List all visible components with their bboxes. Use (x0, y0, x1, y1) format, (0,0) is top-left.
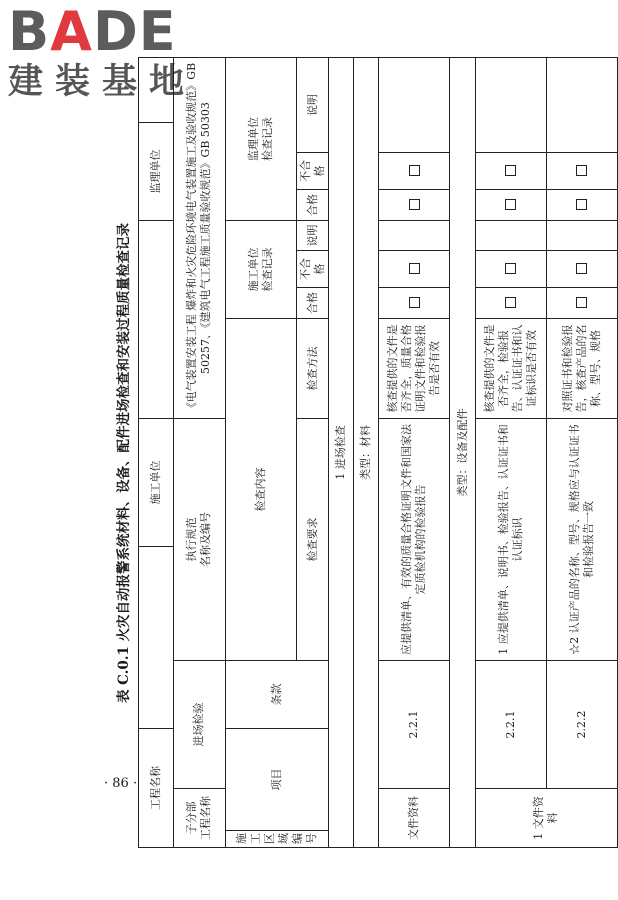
section-type-materials: 类型：材料 (354, 58, 379, 848)
logo-chinese: 建装基地 (8, 62, 197, 102)
supervision-unit-value (139, 58, 174, 123)
sup-record-line-2: 检查记录 (261, 117, 275, 161)
sup-note-label: 说明 (297, 58, 328, 153)
row-1-sup-pass (379, 190, 450, 221)
row-2-cons-note (475, 221, 546, 251)
construction-unit-label: 施工单位 (139, 419, 174, 547)
rotated-page (113, 62, 618, 848)
row-2-method: 核查提供的文件是否齐全，检验报告、认证证书和认证标识是否有效 (475, 319, 546, 419)
section-row-equipment (450, 58, 475, 848)
clause-label: 条款 (226, 661, 328, 729)
project-name-label: 工程名称 (139, 729, 174, 848)
area-no-line-2: 区域 (263, 833, 290, 844)
checkbox[interactable] (576, 298, 587, 309)
row-2-cons-fail (475, 251, 546, 288)
row-1-sup-fail (379, 153, 450, 190)
checkbox[interactable] (576, 200, 587, 211)
checkbox[interactable] (409, 166, 420, 177)
header-row-division (173, 58, 226, 848)
checkbox[interactable] (505, 200, 516, 211)
cons-record-line-1: 施工单位 (247, 247, 261, 292)
row-2-sup-note (475, 58, 546, 153)
checkbox[interactable] (409, 264, 420, 275)
exec-standard-line-2: 名称及编号 (199, 512, 213, 567)
logo-wordmark: BADE (8, 0, 177, 63)
cons-record-line-2: 检查记录 (261, 247, 275, 292)
check-req-label: 检查要求 (297, 419, 328, 661)
sup-pass-label: 合格 (297, 190, 328, 221)
checkbox[interactable] (576, 166, 587, 177)
row-1-clause: 2.2.1 (379, 661, 450, 789)
cons-note-label: 说明 (297, 221, 328, 251)
table-title: 表 C.0.1 火灾自动报警系统材料、设备、配件进场检查和安装过程质量检查记录 (116, 222, 132, 704)
checkbox[interactable] (409, 200, 420, 211)
row-1-method: 核查提供的文件是否齐全，质量合格证明文件和检验报告是否有效 (379, 319, 450, 419)
row-2-requirement: 1 应提供清单、说明书、检验报告、认证证书和认证标识 (475, 419, 546, 661)
entry-inspection-label: 进场检验 (173, 661, 226, 789)
sup-fail-label: 不合格 (297, 153, 328, 190)
checkbox[interactable] (505, 264, 516, 275)
checkbox[interactable] (505, 298, 516, 309)
cons-fail-label: 不合格 (297, 251, 328, 288)
row-1-requirement: 应提供清单、有效的质量合格证明文件和国家法定质检机构的检验报告 (379, 419, 450, 661)
row-2-clause: 2.2.1 (475, 661, 546, 789)
section-type-equipment: 类型：设备及配件 (450, 58, 475, 848)
construction-unit-value (139, 221, 174, 419)
cons-record-label (226, 221, 297, 319)
row-3-method: 对照证书和检验报告，核查产品的名称、型号、规格 (546, 319, 617, 419)
area-no-label (226, 831, 328, 848)
sub-division-line-2: 工程名称 (199, 796, 213, 840)
row-2-sup-pass (475, 190, 546, 221)
table-row (379, 58, 450, 848)
project-name-value (139, 547, 174, 729)
row-3-cons-note (546, 221, 617, 251)
exec-standard-label (173, 419, 226, 661)
checkbox[interactable] (505, 166, 516, 177)
sup-record-label (226, 58, 297, 221)
row-3-sup-note (546, 58, 617, 153)
sub-division-label (173, 789, 226, 848)
row-1-cons-pass (379, 288, 450, 319)
sup-record-line-1: 监理单位 (247, 117, 261, 161)
row-1-cons-note (379, 221, 450, 251)
row-3-clause: 2.2.2 (546, 661, 617, 789)
page-number: · 86 · (104, 776, 138, 791)
header-row-columns (226, 58, 289, 848)
cons-pass-label: 合格 (297, 288, 328, 319)
supervision-unit-label: 监理单位 (139, 123, 174, 221)
table-row (475, 58, 546, 848)
exec-standard-line-1: 执行规范 (185, 517, 199, 562)
row-3-cons-pass (546, 288, 617, 319)
header-row-project (139, 58, 174, 848)
checkbox[interactable] (409, 298, 420, 309)
inspection-record-table (138, 57, 618, 848)
section-row-entry (328, 58, 353, 848)
section-row-materials (354, 58, 379, 848)
section-entry-check: 1 进场检查 (328, 58, 353, 848)
row-1-sup-note (379, 58, 450, 153)
row-1-item: 文件资料 (379, 789, 450, 848)
row-3-requirement: ☆2 认证产品的名称、型号、规格应与认证证书和检验报告一致 (546, 419, 617, 661)
row-1-cons-fail (379, 251, 450, 288)
standards-text: 《电气装置安装工程 爆炸和火灾危险环境电气装置施工及验收规范》GB 50257、《建筑电气工程施工质量验收规范》GB 50303 (173, 58, 226, 419)
check-content-label: 检查内容 (226, 319, 297, 661)
sub-division-line-1: 子分部 (185, 801, 199, 835)
table-row (546, 58, 617, 848)
area-no-line-1: 施工 (235, 833, 262, 844)
row-2-item: 1 文件资料 (475, 789, 617, 848)
check-method-label: 检查方法 (297, 319, 328, 419)
row-3-cons-fail (546, 251, 617, 288)
row-3-sup-pass (546, 190, 617, 221)
row-2-cons-pass (475, 288, 546, 319)
row-3-sup-fail (546, 153, 617, 190)
row-2-sup-fail (475, 153, 546, 190)
checkbox[interactable] (576, 264, 587, 275)
item-label: 项目 (226, 729, 328, 831)
area-no-line-3: 编号 (291, 833, 318, 844)
